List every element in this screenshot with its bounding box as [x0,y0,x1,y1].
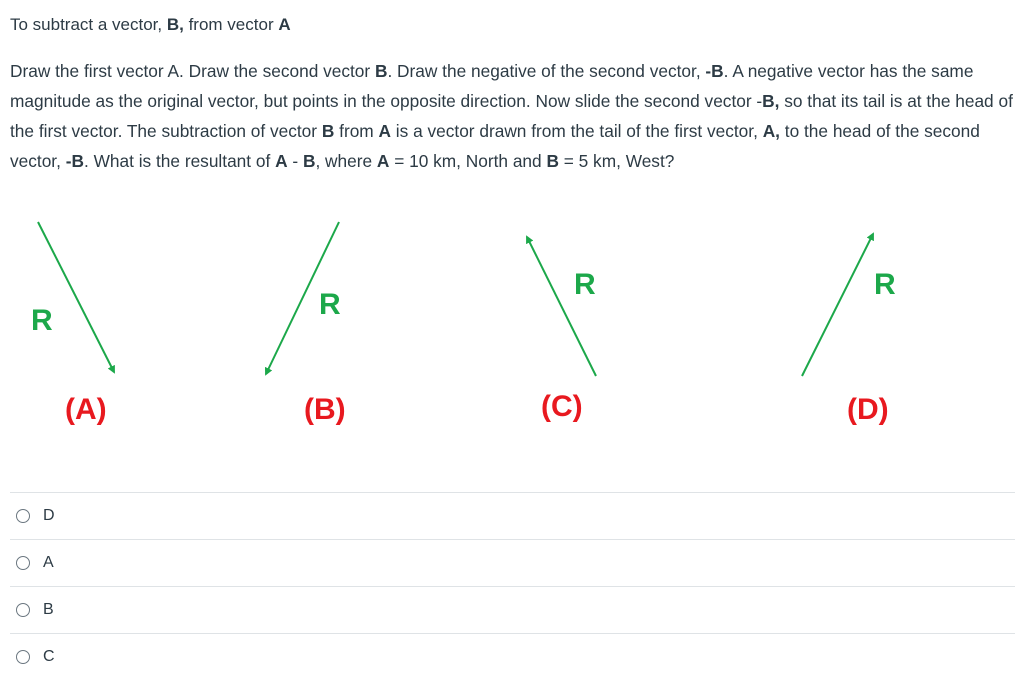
radio-button[interactable] [16,509,30,523]
vector-diagram [0,210,1021,440]
answer-label: B [43,601,54,618]
body-text-segment: , where [315,151,377,171]
vector-c-arrow [527,237,596,376]
body-text-segment: to the head of the second vector, [10,121,980,171]
title-vector-b: B, [166,15,184,34]
body-text-segment: = 5 km, West? [558,151,675,171]
option-label-c: (C) [541,390,583,423]
body-text-segment: = 10 km, North and [389,151,547,171]
body-text-segment: . A negative vector has the same magnitude as the original vector, but points in the opposite direction. Now slide the second vector - [10,61,974,111]
question-body [10,56,1013,176]
option-label-b: (B) [304,393,346,426]
body-text-segment: is a vector drawn from the tail of the first vector, [391,121,763,141]
body-bold-segment: A, [762,121,780,141]
body-text-segment: from [334,121,379,141]
radio-button[interactable] [16,603,30,617]
answer-option-b[interactable] [10,586,1015,633]
body-bold-segment: B, [762,91,780,111]
option-label-d: (D) [847,393,889,426]
body-text-segment: - [287,151,303,171]
option-label-a: (A) [65,393,107,426]
vector-c-label: R [574,268,596,301]
vector-b-label: R [319,288,341,321]
body-bold-segment: B [321,121,335,141]
body-bold-segment: A [376,151,390,171]
body-text-segment: . What is the resultant of [83,151,276,171]
question-title [10,14,291,36]
body-bold-segment: -B [65,151,84,171]
vector-a-label: R [31,304,53,337]
answer-label: D [43,507,55,524]
vector-d-label: R [874,268,896,301]
body-text-segment: . Draw the negative of the second vector, [387,61,706,81]
body-bold-segment: B [374,61,388,81]
radio-button[interactable] [16,650,30,664]
body-text-segment: so that its tail is at the head of the first vector. The subtraction of vector [10,91,1013,141]
body-bold-segment: A [275,151,288,171]
vector-d-arrow [802,234,873,376]
answer-option-a[interactable] [10,539,1015,586]
title-prefix: To subtract a vector, [10,15,167,34]
title-mid: from vector [183,15,279,34]
answer-label: A [43,554,54,571]
body-bold-segment: B [546,151,559,171]
body-bold-segment: A [378,121,391,141]
title-vector-a: A [278,15,291,34]
radio-button[interactable] [16,556,30,570]
body-text-segment: Draw the first vector A. Draw the second vector [10,61,375,81]
answer-option-d[interactable] [10,492,1015,539]
body-bold-segment: B [302,151,316,171]
vector-a-arrow [38,222,114,372]
answer-list [10,492,1015,680]
answer-option-c[interactable] [10,633,1015,680]
body-bold-segment: -B [705,61,724,81]
answer-label: C [43,648,55,665]
